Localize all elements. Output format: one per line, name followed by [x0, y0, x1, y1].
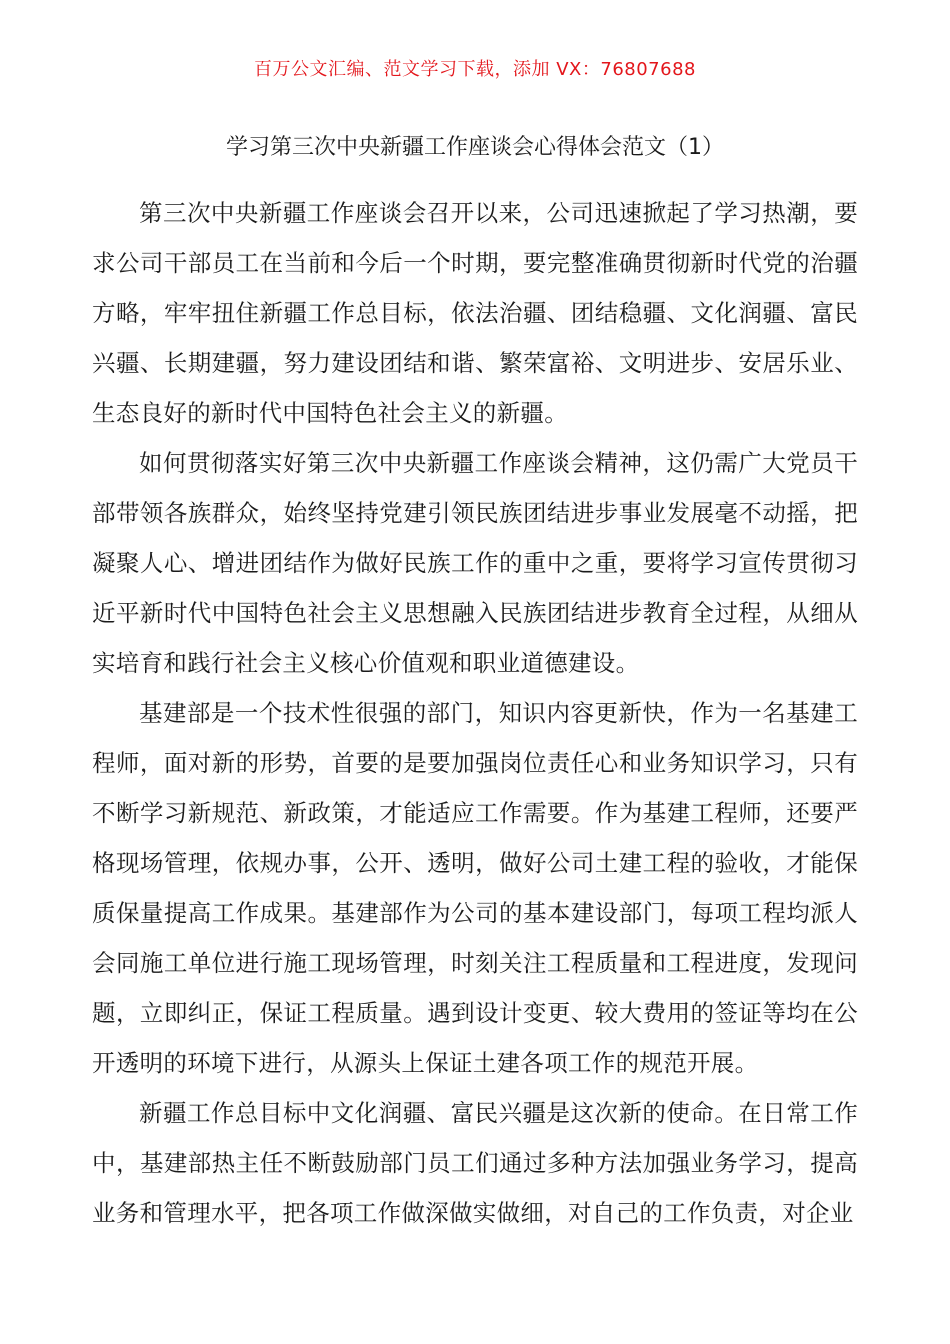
paragraph-3: 基建部是一个技术性很强的部门，知识内容更新快，作为一名基建工程师，面对新的形势，首要的是要加强岗位责任心和业务知识学习，只有不断学习新规范、新政策，才能适应工作需要。作为基建工程师，还要严格现场管理，依规办事，公开、透明，做好公司土建工程的验收，才能保质保量提高工作成果。基建部作为公司的基本建设部门，每项工程均派人会同施工单位进行施工现场管理，时刻关注工程质量和工程进度，发现问题，立即纠正，保证工程质量。遇到设计变更、较大费用的签证等均在公开透明的环境下进行，从源头上保证土建各项工作的规范开展。: [92, 699, 858, 1077]
paragraph-2: 如何贯彻落实好第三次中央新疆工作座谈会精神，这仍需广大党员干部带领各族群众，始终坚持党建引领民族团结进步事业发展毫不动摇，把凝聚人心、增进团结作为做好民族工作的重中之重，要将学习宣传贯彻习近平新时代中国特色社会主义思想融入民族团结进步教育全过程，从细从实培育和践行社会主义核心价值观和职业道德建设。: [92, 449, 858, 677]
document-body: [92, 188, 858, 1238]
paragraph-1: 第三次中央新疆工作座谈会召开以来，公司迅速掀起了学习热潮，要求公司干部员工在当前和今后一个时期，要完整准确贯彻新时代党的治疆方略，牢牢扭住新疆工作总目标，依法治疆、团结稳疆、文化润疆、富民兴疆、长期建疆，努力建设团结和谐、繁荣富裕、文明进步、安居乐业、生态良好的新时代中国特色社会主义的新疆。: [92, 199, 858, 427]
document-title: 学习第三次中央新疆工作座谈会心得体会范文（1）: [226, 135, 724, 160]
paragraph-4: 新疆工作总目标中文化润疆、富民兴疆是这次新的使命。在日常工作中，基建部热主任不断鼓励部门员工们通过多种方法加强业务学习，提高业务和管理水平，把各项工作做深做实做细，对自己的工作负责，对企业: [92, 1099, 858, 1227]
promo-header-text: 百万公文汇编、范文学习下载，添加 VX：76807688: [254, 59, 696, 80]
